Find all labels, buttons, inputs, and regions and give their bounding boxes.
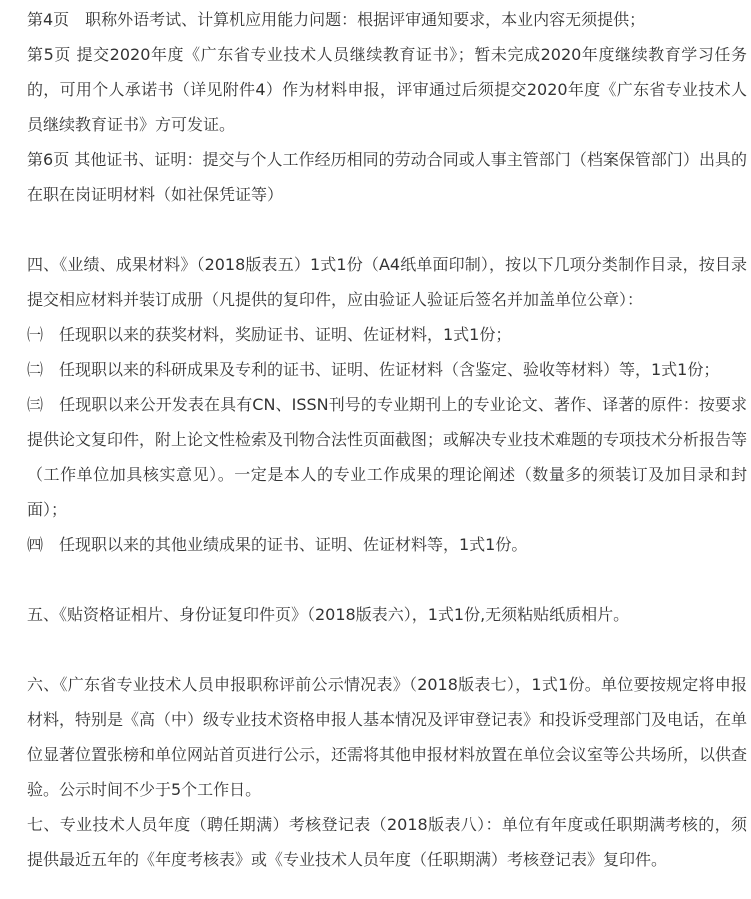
list-item-4-3: ㈢ 任现职以来公开发表在具有CN、ISSN刊号的专业期刊上的专业论文、著作、译著的原件：按要求提供论文复印件，附上论文性检索及刊物合法性页面截图；或解决专业技术难题的专项技术分析报告等（工作单位加具核实意见）。一定是本人的专业工作成果的理论阐述（数量多的须装订及加目录和封面）； bbox=[27, 395, 748, 519]
paragraph-page4: 第4页 职称外语考试、计算机应用能力问题：根据评审通知要求，本业内容无须提供； bbox=[27, 10, 646, 29]
paragraph-section-4: 四、《业绩、成果材料》（2018版表五）1式1份（A4纸单面印制），按以下几项分类制作目录，按目录提交相应材料并装订成册（凡提供的复印件，应由验证人验证后签名并加盖单位公章）： bbox=[27, 255, 747, 309]
list-item-4-2: ㈡ 任现职以来的科研成果及专利的证书、证明、佐证材料（含鉴定、验收等材料）等，1式1份； bbox=[27, 360, 720, 379]
list-item-4-4: ㈣ 任现职以来的其他业绩成果的证书、证明、佐证材料等，1式1份。 bbox=[27, 535, 528, 554]
paragraph-spacer bbox=[27, 562, 747, 597]
paragraph-spacer bbox=[27, 632, 747, 667]
list-item-4-1: ㈠ 任现职以来的获奖材料，奖励证书、证明、佐证材料，1式1份； bbox=[27, 325, 512, 344]
paragraph-section-5: 五、《贴资格证相片、身份证复印件页》（2018版表六），1式1份,无须粘贴纸质相片。 bbox=[27, 605, 630, 624]
paragraph-page6: 第6页 其他证书、证明：提交与个人工作经历相同的劳动合同或人事主管部门（档案保管部门）出具的在职在岗证明材料（如社保凭证等） bbox=[27, 150, 747, 204]
paragraph-section-6: 六、《广东省专业技术人员申报职称评前公示情况表》（2018版表七），1式1份。单位要按规定将申报材料，特别是《高（中）级专业技术资格申报人基本情况及评审登记表》和投诉受理部门及电话，在单位显著位置张榜和单位网站首页进行公示，还需将其他申报材料放置在单位会议室等公共场所，以供查验。公示时间不少于5个工作日。 bbox=[27, 675, 748, 799]
paragraph-page5: 第5页 提交2020年度《广东省专业技术人员继续教育证书》；暂未完成2020年度继续教育学习任务的，可用个人承诺书（详见附件4）作为材料申报，评审通过后须提交2020年度《广东省专业技术人员继续教育证书》方可发证。 bbox=[27, 45, 747, 134]
paragraph-spacer bbox=[27, 212, 747, 247]
paragraph-section-7: 七、专业技术人员年度（聘任期满）考核登记表（2018版表八）：单位有年度或任职期满考核的，须提供最近五年的《年度考核表》或《专业技术人员年度（任职期满）考核登记表》复印件。 bbox=[27, 815, 747, 869]
